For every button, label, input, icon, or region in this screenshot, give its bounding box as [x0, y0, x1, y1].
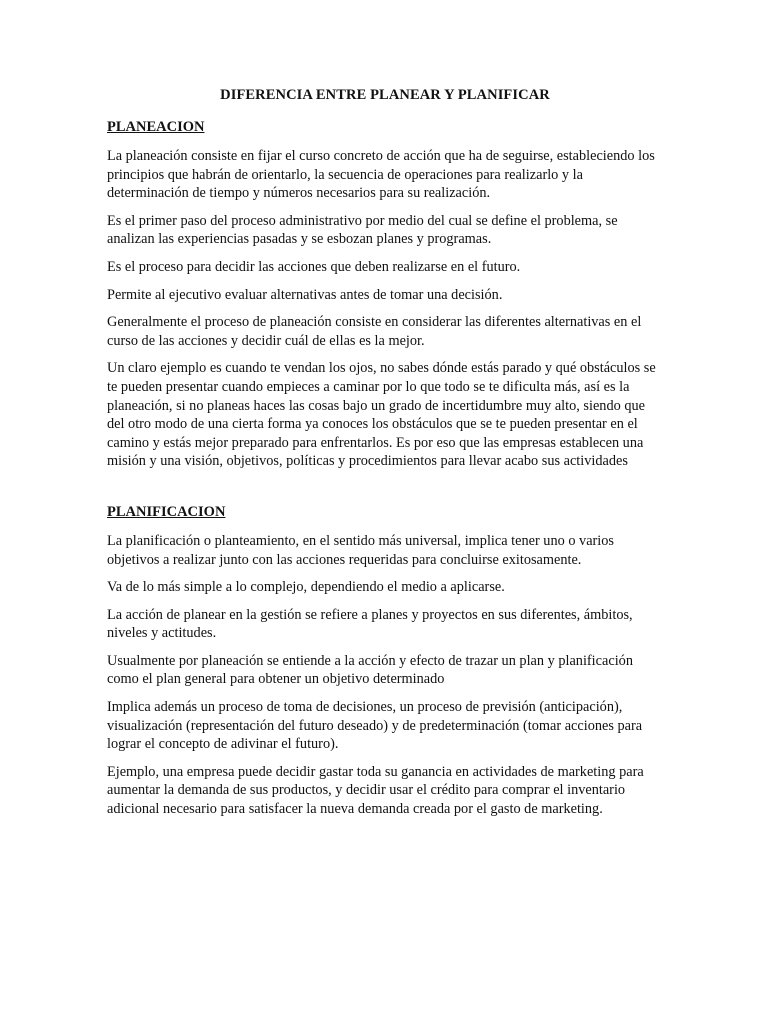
paragraph: La planeación consiste en fijar el curso concreto de acción que ha de seguirse, estableciendo los principios que habrán de orientarlo, la secuencia de operaciones para realizarlo y la determinación de tiempo y números necesarios para su realización. — [107, 148, 655, 202]
section-heading-planeacion: PLANEACION — [107, 119, 205, 135]
paragraph: La planificación o planteamiento, en el sentido más universal, implica tener uno o varios objetivos a realizar junto con las acciones requeridas para concluirse exitosamente. — [107, 532, 614, 568]
document-title: DIFERENCIA ENTRE PLANEAR Y PLANIFICAR — [220, 87, 550, 103]
paragraph: Usualmente por planeación se entiende a la acción y efecto de trazar un plan y planificación como el plan general para obtener un objetivo determinado — [107, 652, 633, 688]
paragraph: Permite al ejecutivo evaluar alternativas antes de tomar una decisión. — [107, 286, 503, 303]
document-page — [107, 86, 663, 828]
paragraph: La acción de planear en la gestión se refiere a planes y proyectos en sus diferentes, ámbitos, niveles y actitudes. — [107, 606, 633, 642]
paragraph: Un claro ejemplo es cuando te vendan los ojos, no sabes dónde estás parado y qué obstáculos se te pueden presentar cuando empieces a caminar por lo que todo se te dificulta más, así es la planeación, si no planeas haces las cosas bajo un grado de incertidumbre muy alto, siendo que del otro modo de una cierta forma ya conoces los obstáculos que se te pueden presentar en el camino y estás mejor preparado para enfrentarlos. Es por eso que las empresas establecen una misión y una visión, objetivos, políticas y procedimientos para llevar acabo sus actividades — [107, 360, 656, 470]
paragraph: Ejemplo, una empresa puede decidir gastar toda su ganancia en actividades de marketing para aumentar la demanda de sus productos, y decidir usar el crédito para comprar el inventario adicional necesario para satisfacer la nueva demanda creada por el gasto de marketing. — [107, 763, 644, 818]
paragraph: Va de lo más simple a lo complejo, dependiendo el medio a aplicarse. — [107, 579, 505, 596]
paragraph: Generalmente el proceso de planeación consiste en considerar las diferentes alternativas en el curso de las acciones y decidir cuál de ellas es la mejor. — [107, 314, 642, 349]
section-heading-planificacion: PLANIFICACION — [107, 503, 226, 520]
paragraph: Es el proceso para decidir las acciones que deben realizarse en el futuro. — [107, 258, 521, 275]
paragraph: Es el primer paso del proceso administrativo por medio del cual se define el problema, se analizan las experiencias pasadas y se esbozan planes y programas. — [107, 212, 618, 248]
paragraph: Implica además un proceso de toma de decisiones, un proceso de previsión (anticipación), visualización (representación del futuro deseado) y de predeterminación (tomar acciones para lograr el concepto de adivinar el futuro). — [107, 699, 643, 753]
section-spacer — [107, 480, 663, 503]
